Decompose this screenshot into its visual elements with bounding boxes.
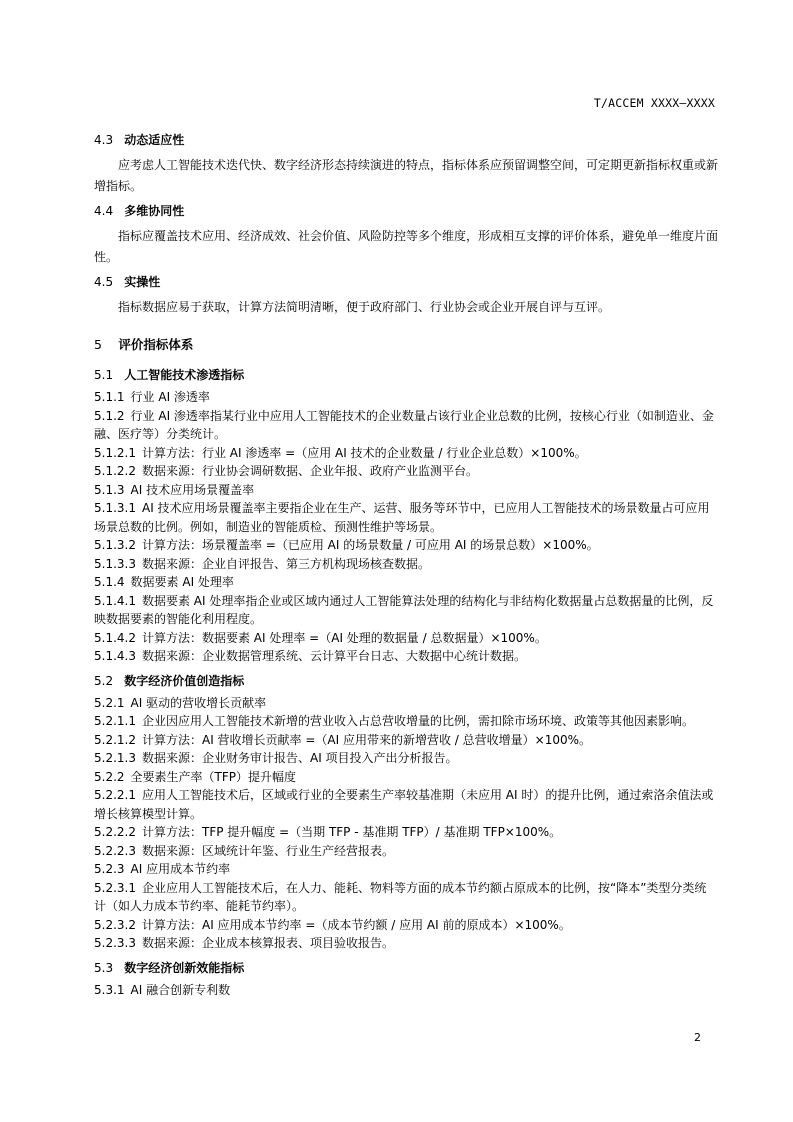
clause-number: 5.1.2.2	[94, 464, 136, 478]
chapter-number: 5	[94, 337, 102, 352]
clause-number: 5.2.3	[94, 862, 125, 876]
clause-number: 5.2.2.2	[94, 825, 136, 839]
clause-number: 5.1.4.3	[94, 649, 136, 663]
clause-number: 5.2.1.3	[94, 751, 136, 765]
clause-text: AI 融合创新专利数	[130, 982, 231, 997]
paragraph: 指标数据应易于获取，计算方法简明清晰，便于政府部门、行业协会或企业开展自评与互评。	[118, 300, 611, 314]
section-title: 人工智能技术渗透指标	[124, 368, 245, 382]
clause	[94, 712, 718, 731]
clause-number: 5.1.3.3	[94, 556, 136, 571]
clause	[94, 536, 718, 555]
clause-number: 5.1.4	[94, 575, 125, 589]
clause	[94, 555, 718, 574]
clause	[94, 573, 718, 592]
clause-text: AI 驱动的营收增长贡献率	[130, 695, 267, 710]
clause-number: 5.2.3.2	[94, 917, 136, 932]
page-number: 2	[694, 1031, 701, 1044]
clause-number: 5.2.1.1	[94, 714, 136, 728]
section-heading-5-1	[94, 366, 718, 384]
clause	[94, 768, 718, 787]
clause	[94, 462, 718, 481]
clause	[94, 823, 718, 842]
document-code: T/ACCEM XXXX—XXXX	[593, 96, 715, 110]
clause	[94, 407, 718, 444]
section-number: 4.3	[94, 133, 114, 147]
clause-text: 企业应用人工智能技术后，在人力、能耗、物料等方面的成本节约额占原成本的比例，按“降本”类型分类统计（如人力成本节约率、能耗节约率）。	[94, 880, 707, 913]
section-heading-4-4	[94, 202, 718, 220]
clause-number: 5.2.2.1	[94, 788, 136, 802]
clause-text: 计算方法：场景覆盖率 =（已应用 AI 的场景数量 / 可应用 AI 的场景总数）×100%。	[141, 538, 599, 552]
clause	[94, 647, 718, 666]
clause-text: 全要素生产率（TFP）提升幅度	[130, 769, 297, 784]
clause-text: 数据来源：企业自评报告、第三方机构现场核查数据。	[141, 556, 430, 571]
clause-number: 5.2.2.3	[94, 843, 136, 858]
clause	[94, 499, 718, 536]
chapter-title: 评价指标体系	[118, 337, 194, 352]
clause	[94, 629, 718, 648]
section-heading-4-5	[94, 273, 718, 291]
clause	[94, 444, 718, 463]
clause-text: 数据来源：企业财务审计报告、AI 项目投入产出分析报告。	[141, 751, 458, 765]
paragraph: 应考虑人工智能技术迭代快、数字经济形态持续演进的特点，指标体系应预留调整空间，可定期更新指标权重或新增指标。	[94, 158, 719, 193]
clause-number: 5.2.3.1	[94, 880, 136, 895]
clause-number: 5.3.1	[94, 982, 125, 997]
clause-number: 5.1.4.2	[94, 630, 136, 645]
clause-text: 计算方法：行业 AI 渗透率 =（应用 AI 技术的企业数量 / 行业企业总数）×100%。	[141, 445, 587, 460]
clause-number: 5.1.3	[94, 482, 125, 497]
section-title: 实操性	[124, 275, 161, 289]
clause-text: 行业 AI 渗透率	[130, 390, 210, 404]
clause-text: 计算方法：数据要素 AI 处理率 =（AI 处理的数据量 / 总数据量）×100%。	[141, 630, 547, 645]
clause-text: 计算方法：AI 应用成本节约率 =（成本节约额 / 应用 AI 前的原成本）×100%。	[141, 917, 571, 932]
section-title: 数字经济价值创造指标	[124, 673, 245, 688]
clause	[94, 388, 718, 407]
clause	[94, 916, 718, 935]
paragraph: 指标应覆盖技术应用、经济成效、社会价值、风险防控等多个维度，形成相互支撑的评价体系，避免单一维度片面性。	[94, 229, 719, 264]
clause-number: 5.2.2	[94, 769, 125, 784]
section-title: 多维协同性	[124, 204, 185, 218]
page-body	[94, 131, 718, 999]
clause-text: 数据要素 AI 处理率指企业或区域内通过人工智能算法处理的结构化与非结构化数据量占总数据量的比例，反映数据要素的智能化利用程度。	[94, 593, 714, 626]
clause-text: 数据要素 AI 处理率	[130, 575, 234, 589]
clause-number: 5.2.1.2	[94, 732, 136, 747]
section-heading-5-3	[94, 959, 718, 977]
clause-number: 5.1.3.2	[94, 538, 136, 552]
clause-text: AI 技术应用场景覆盖率主要指企业在生产、运营、服务等环节中，已应用人工智能技术的场景数量占可应用场景总数的比例。例如，制造业的智能质检、预测性维护等场景。	[94, 501, 710, 534]
clause-text: 数据来源：企业数据管理系统、云计算平台日志、大数据中心统计数据。	[141, 649, 526, 663]
chapter-heading-5	[94, 336, 718, 354]
section-number: 4.5	[94, 275, 114, 289]
clause-text: 数据来源：区域统计年鉴、行业生产经营报表。	[141, 843, 394, 858]
section-number: 5.1	[94, 368, 114, 382]
clause-text: AI 应用成本节约率	[130, 862, 231, 876]
clause	[94, 694, 718, 713]
clause-number: 5.1.4.1	[94, 593, 136, 608]
clause-number: 5.2.3.3	[94, 936, 136, 950]
section-title: 数字经济创新效能指标	[124, 960, 245, 975]
clause	[94, 879, 718, 916]
clause-text: 数据来源：企业成本核算报表、项目验收报告。	[141, 936, 394, 950]
clause-text: 应用人工智能技术后，区域或行业的全要素生产率较基准期（未应用 AI 时）的提升比例，通过索洛余值法或增长核算模型计算。	[94, 788, 714, 821]
clause	[94, 934, 718, 953]
section-title: 动态适应性	[124, 133, 185, 147]
clause-text: AI 技术应用场景覆盖率	[130, 482, 255, 497]
clause-number: 5.1.2.1	[94, 445, 136, 460]
clause	[94, 981, 718, 1000]
clause-text: 计算方法：TFP 提升幅度 =（当期 TFP - 基准期 TFP）/ 基准期 TFP×100%。	[141, 825, 562, 839]
clause-text: 计算方法：AI 营收增长贡献率 =（AI 应用带来的新增营收 / 总营收增量）×100%。	[141, 732, 592, 747]
clause	[94, 592, 718, 629]
clause	[94, 731, 718, 750]
clause-text: 企业因应用人工智能技术新增的营业收入占总营收增量的比例，需扣除市场环境、政策等其他因素影响。	[141, 714, 694, 728]
clause	[94, 860, 718, 879]
clause	[94, 786, 718, 823]
clause	[94, 842, 718, 861]
clause-text: 数据来源：行业协会调研数据、企业年报、政府产业监测平台。	[141, 464, 478, 478]
section-number: 5.2	[94, 673, 114, 688]
clause-number: 5.1.1	[94, 390, 125, 404]
clause-number: 5.2.1	[94, 695, 125, 710]
clause-text: 行业 AI 渗透率指某行业中应用人工智能技术的企业数量占该行业企业总数的比例，按核心行业（如制造业、金融、医疗等）分类统计。	[94, 408, 714, 441]
clause-number: 5.1.2	[94, 408, 125, 423]
clause	[94, 481, 718, 500]
section-heading-5-2	[94, 672, 718, 690]
section-number: 5.3	[94, 960, 114, 975]
clause-number: 5.1.3.1	[94, 501, 136, 515]
clause	[94, 749, 718, 768]
section-number: 4.4	[94, 204, 114, 218]
section-heading-4-3	[94, 131, 718, 149]
